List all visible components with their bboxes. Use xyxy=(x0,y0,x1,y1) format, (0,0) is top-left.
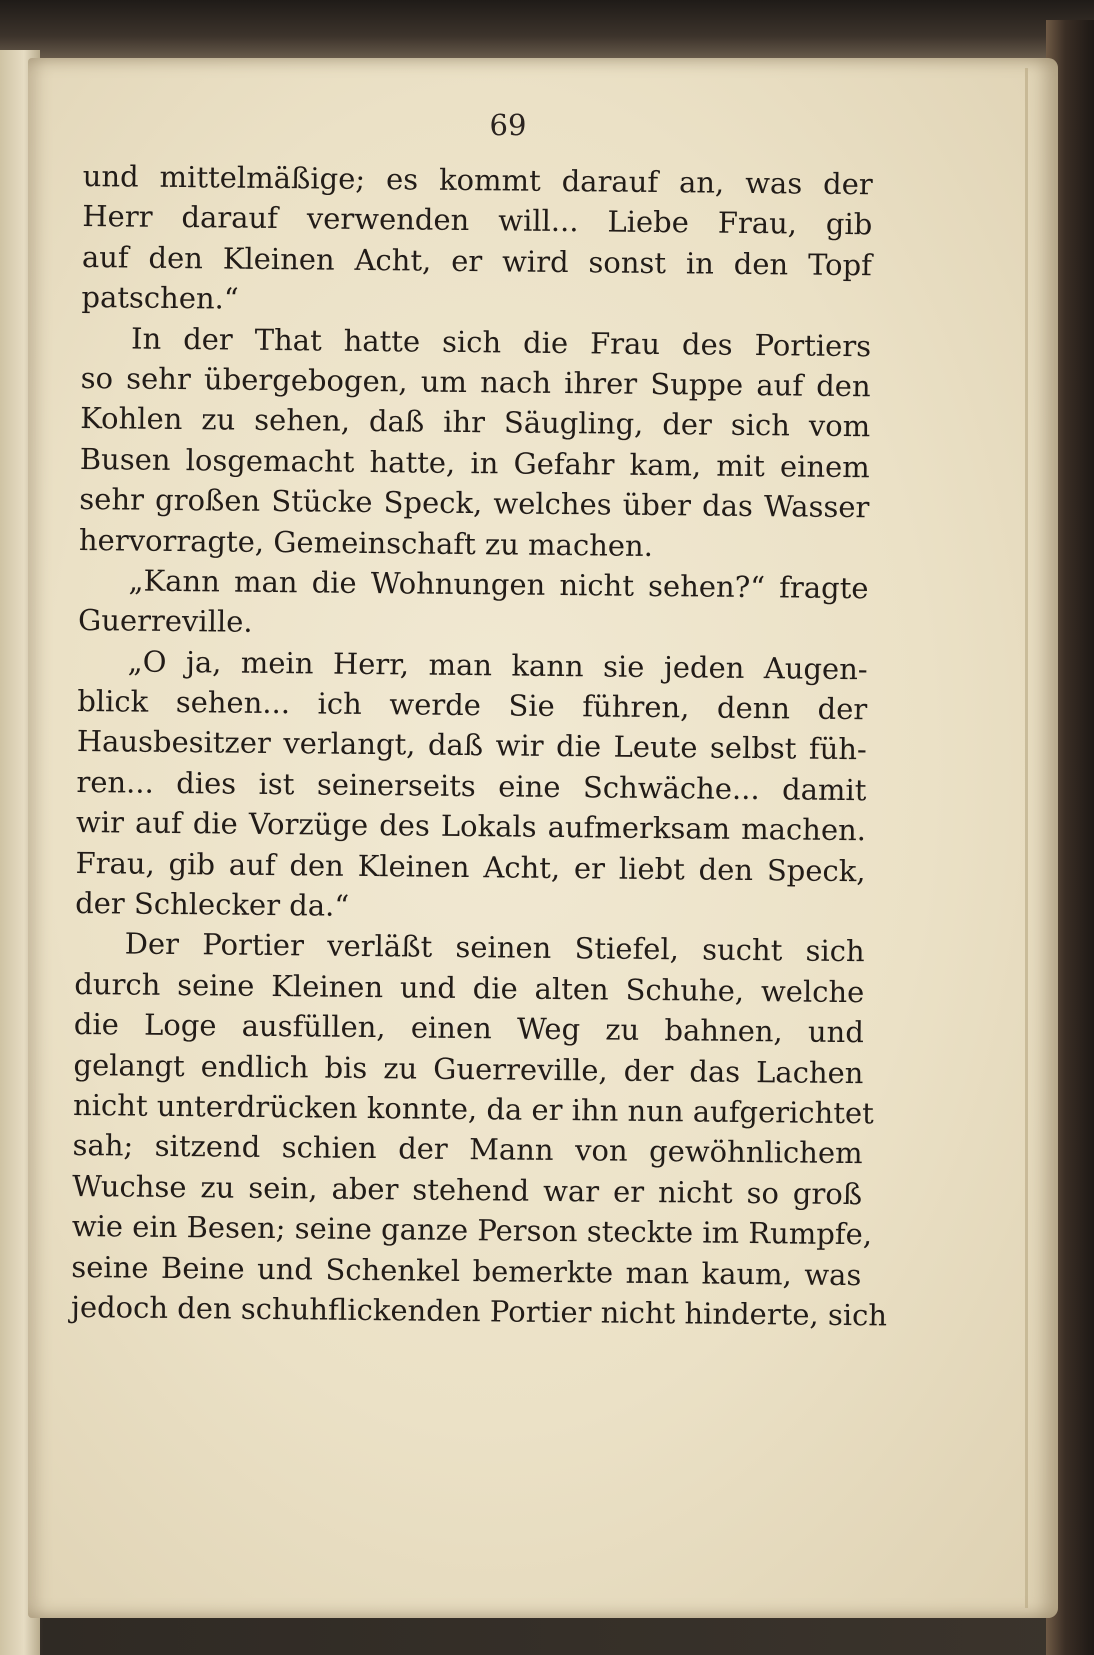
text-line: hervorragte, Gemeinschaft zu machen. xyxy=(78,522,654,563)
text-line: so sehr übergebogen, um nach ihrer Suppe auf den xyxy=(80,360,871,404)
page-shadow-edge xyxy=(1025,68,1028,1608)
text-line: seine Beine und Schenkel bemerkte man kaum, was xyxy=(71,1249,862,1292)
text-line: Kohlen zu sehen, daß ihr Säugling, der sich vom xyxy=(80,401,871,444)
text-line: „O ja, mein Herr, man kann sie jeden Augen- xyxy=(127,644,868,686)
text-line: jedoch den schuhflickenden Portier nicht hinderte, sich xyxy=(70,1289,888,1333)
text-line: Wuchse zu sein, aber stehend war er nicht so groß xyxy=(72,1168,863,1211)
page-number: 69 xyxy=(489,108,527,142)
text-line: blick sehen... ich werde Sie führen, denn der xyxy=(77,684,868,727)
text-line: Hausbesitzer verlangt, daß wir die Leute selbst füh- xyxy=(76,724,868,767)
text-line: Der Portier verläßt seinen Stiefel, sucht sich xyxy=(124,926,865,969)
text-line: sah; sitzend schien der Mann von gewöhnlichem xyxy=(72,1128,863,1171)
text-line: gelangt endlich bis zu Guerreville, der das Lachen xyxy=(73,1047,864,1090)
text-line: auf den Kleinen Acht, er wird sonst in den Topf xyxy=(81,239,873,283)
text-line: der Schlecker da.“ xyxy=(74,885,350,923)
page-text xyxy=(70,156,888,1336)
text-line: Busen losgemacht hatte, in Gefahr kam, mit einem xyxy=(79,441,870,484)
text-line: ren... dies ist seinerseits eine Schwäche... damit xyxy=(76,764,867,808)
book-cover-top xyxy=(0,0,1094,60)
text-line: Herr darauf verwenden will... Liebe Frau, gib xyxy=(82,199,873,242)
text-line: In der That hatte sich die Frau des Portiers xyxy=(130,321,872,363)
text-line: patschen.“ xyxy=(81,280,239,316)
text-line: wie ein Besen; seine ganze Person steckte im Rumpfe, xyxy=(71,1209,873,1252)
text-line: Frau, gib auf den Kleinen Acht, er liebt den Speck, xyxy=(75,845,866,888)
text-line: die Loge ausfüllen, einen Weg zu bahnen, und xyxy=(73,1007,865,1050)
text-line: Guerreville. xyxy=(77,603,253,640)
text-line: nicht unterdrücken konnte, da er ihn nun aufgerichtet xyxy=(72,1087,874,1131)
text-line: durch seine Kleinen und die alten Schuhe, welche xyxy=(74,966,865,1010)
text-line: wir auf die Vorzüge des Lokals aufmerksam machen. xyxy=(75,805,867,848)
text-line: sehr großen Stücke Speck, welches über das Wasser xyxy=(79,482,870,525)
book-page xyxy=(28,58,1058,1618)
text-line: und mittelmäßige; es kommt darauf an, was der xyxy=(82,158,873,202)
text-line: „Kann man die Wohnungen nicht sehen?“ fragte xyxy=(128,563,869,606)
